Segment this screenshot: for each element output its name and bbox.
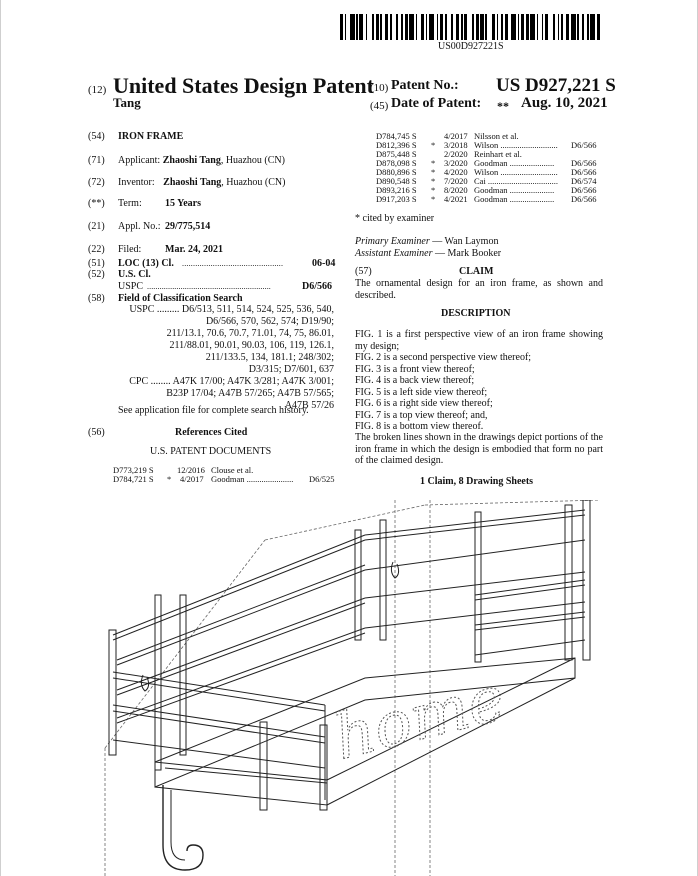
ref-class: D6/566	[571, 194, 597, 204]
description-paragraph: FIG. 1 is a first perspective view of an iron frame showing my design;	[355, 329, 603, 352]
description-paragraph: The broken lines shown in the drawings depict portions of the iron frame in which the design is embodied that form no part of the claimed design.	[355, 432, 603, 467]
classification-line: 211/133.5, 134, 181.1; 248/302;	[205, 352, 334, 363]
ref-star: *	[431, 167, 436, 177]
ref-date: 4/2020	[444, 167, 468, 177]
barcode-bar	[600, 14, 602, 40]
ref-name: Wilson ...........................	[474, 167, 558, 177]
field-51-code: (51)	[88, 258, 105, 269]
patent-number: US D927,221 S	[496, 75, 616, 96]
ref-star: *	[431, 194, 436, 204]
field-58-code: (58)	[88, 293, 105, 304]
primary-examiner-row	[355, 236, 498, 248]
filed-value: Mar. 24, 2021	[165, 244, 223, 255]
claims-and-sheets-summary: 1 Claim, 8 Drawing Sheets	[420, 476, 534, 487]
ref-class: D6/566	[571, 185, 597, 195]
search-history-note: See application file for complete search history.	[118, 405, 309, 416]
ref-number: D875,448 S	[376, 149, 417, 159]
classification-line: 211/13.1, 70.6, 70.7, 71.01, 74, 75, 86.01,	[166, 328, 334, 339]
ref-date: 12/2016	[177, 465, 205, 475]
applicant-name: Zhaoshi Tang	[162, 155, 221, 166]
home-lettering: home	[326, 661, 513, 774]
patent-number-label: Patent No.:	[391, 78, 459, 93]
primary-examiner-name: — Wan Laymon	[429, 236, 499, 247]
field-56-code: (56)	[88, 427, 105, 438]
reference-row	[376, 195, 601, 204]
ref-name: Clouse et al.	[211, 465, 254, 475]
description-paragraph: FIG. 8 is a bottom view thereof.	[355, 421, 484, 432]
references-cited-label: References Cited	[175, 427, 248, 438]
loc-class-dots: ..............................................	[182, 259, 284, 268]
code-10: (10)	[370, 82, 389, 94]
ref-number: D878,098 S	[376, 158, 417, 168]
ref-name: Goodman .....................	[474, 185, 555, 195]
ref-star: *	[431, 185, 436, 195]
inventor-name: Zhaoshi Tang	[163, 177, 222, 188]
ref-name: Cai .................................	[474, 176, 559, 186]
reference-row	[113, 475, 338, 484]
inventor-row	[118, 177, 285, 189]
uspc-value: D6/566	[302, 281, 332, 292]
term-value: 15 Years	[165, 198, 202, 209]
filed-label: Filed:	[118, 244, 142, 255]
assistant-examiner-label: Assistant Examiner	[355, 248, 433, 259]
classification-line: D6/566, 570, 562, 574; D19/90;	[205, 316, 334, 327]
ref-number: D893,216 S	[376, 185, 417, 195]
uspc-dots: ...........................................................	[147, 282, 271, 291]
claim-text: The ornamental design for an iron frame, as shown and described.	[355, 278, 603, 301]
description-paragraph: FIG. 7 is a top view thereof; and,	[355, 410, 488, 421]
field-54-code: (54)	[88, 131, 105, 142]
ref-date: 2/2020	[444, 149, 468, 159]
ref-name: Wilson ...........................	[474, 140, 558, 150]
field-72-code: (72)	[88, 177, 105, 188]
classification-line: 211/88.01, 90.01, 90.03, 106, 119, 126.1,	[169, 340, 334, 351]
term-extension-marker: **	[497, 99, 509, 113]
back-rails	[113, 510, 585, 723]
field-57-code: (57)	[355, 266, 372, 277]
classification-search-block	[118, 304, 334, 412]
page-edge-left	[0, 0, 1, 876]
barcode	[340, 14, 602, 40]
classification-line: B23P 17/04; A47B 57/265; A47B 57/565;	[166, 388, 334, 399]
uspc-label: USPC	[118, 281, 144, 292]
ref-date: 4/2017	[444, 131, 468, 141]
ref-date: 3/2020	[444, 158, 468, 168]
ref-name: Nilsson et al.	[474, 131, 519, 141]
field-52-code: (52)	[88, 269, 105, 280]
description-heading: DESCRIPTION	[441, 308, 511, 319]
description-paragraph: FIG. 4 is a back view thereof;	[355, 375, 475, 386]
ref-number: D812,396 S	[376, 140, 417, 150]
design-title: IRON FRAME	[118, 131, 184, 142]
cited-by-examiner-note: * cited by examiner	[355, 213, 435, 224]
classification-line: CPC ........ A47K 17/00; A47K 3/281; A47K 3/001;	[129, 376, 334, 387]
ref-number: D880,896 S	[376, 167, 417, 177]
ref-star: *	[431, 140, 436, 150]
description-paragraph: FIG. 6 is a right side view thereof;	[355, 398, 493, 409]
ref-star: *	[167, 474, 172, 484]
field-21-code: (21)	[88, 221, 105, 232]
classification-search-label: Field of Classification Search	[118, 293, 243, 304]
assistant-examiner-row	[355, 248, 501, 260]
us-class-label: U.S. Cl.	[118, 269, 151, 280]
right-references	[376, 132, 601, 207]
date-of-patent: Aug. 10, 2021	[521, 95, 608, 111]
description-paragraph: FIG. 2 is a second perspective view thereof;	[355, 352, 532, 363]
description-paragraph: FIG. 3 is a front view thereof;	[355, 364, 475, 375]
loc-class-value: 06-04	[312, 258, 336, 269]
barcode-number: US00D927221S	[438, 41, 504, 52]
appl-no-value: 29/775,514	[165, 221, 211, 232]
classification-line: USPC ......... D6/513, 511, 514, 524, 525, 536, 540,	[129, 304, 334, 315]
ref-class: D6/574	[571, 176, 597, 186]
ref-star: *	[431, 176, 436, 186]
document-type-title: United States Design Patent	[113, 73, 374, 98]
ref-number: D773,219 S	[113, 465, 154, 475]
ref-date: 8/2020	[444, 185, 468, 195]
iron-frame-drawing	[95, 500, 600, 876]
ref-name: Reinhart et al.	[474, 149, 522, 159]
assistant-examiner-name: — Mark Booker	[432, 248, 502, 259]
inventor-location: , Huazhou (CN)	[221, 177, 286, 188]
ref-date: 4/2017	[180, 474, 204, 484]
applicant-row	[118, 155, 285, 167]
inventor-surname: Tang	[113, 95, 141, 110]
ref-star: *	[431, 158, 436, 168]
ref-date: 3/2018	[444, 140, 468, 150]
ref-number: D890,548 S	[376, 176, 417, 186]
classification-line: D3/315; D7/601, 637	[248, 364, 334, 375]
applicant-location: , Huazhou (CN)	[220, 155, 285, 166]
code-12: (12)	[88, 84, 107, 96]
applicant-label: Applicant:	[118, 155, 161, 166]
code-45: (45)	[370, 100, 389, 112]
date-of-patent-label: Date of Patent:	[391, 96, 482, 111]
ref-class: D6/566	[571, 140, 597, 150]
ref-name: Goodman .....................	[474, 194, 555, 204]
ref-class: D6/566	[571, 158, 597, 168]
inventor-label: Inventor:	[118, 177, 155, 188]
classification-line: A47B 57/26	[284, 400, 334, 411]
term-label: Term:	[118, 198, 142, 209]
ref-number: D917,203 S	[376, 194, 417, 204]
ref-date: 7/2020	[444, 176, 468, 186]
primary-examiner-label: Primary Examiner	[355, 236, 430, 247]
ref-class: D6/525	[309, 474, 335, 484]
appl-no-label: Appl. No.:	[118, 221, 161, 232]
us-patent-documents-heading: U.S. PATENT DOCUMENTS	[150, 446, 272, 457]
ref-date: 4/2021	[444, 194, 468, 204]
description-paragraph: FIG. 5 is a left side view thereof;	[355, 387, 488, 398]
claim-heading: CLAIM	[459, 266, 494, 277]
ref-name: Goodman .....................	[474, 158, 555, 168]
field-term-code: (**)	[88, 198, 105, 209]
field-22-code: (22)	[88, 244, 105, 255]
ref-number: D784,721 S	[113, 474, 154, 484]
field-71-code: (71)	[88, 155, 105, 166]
ref-name: Goodman ......................	[211, 474, 294, 484]
loc-class-label: LOC (13) Cl.	[118, 258, 174, 269]
ref-number: D784,745 S	[376, 131, 417, 141]
ref-class: D6/566	[571, 167, 597, 177]
